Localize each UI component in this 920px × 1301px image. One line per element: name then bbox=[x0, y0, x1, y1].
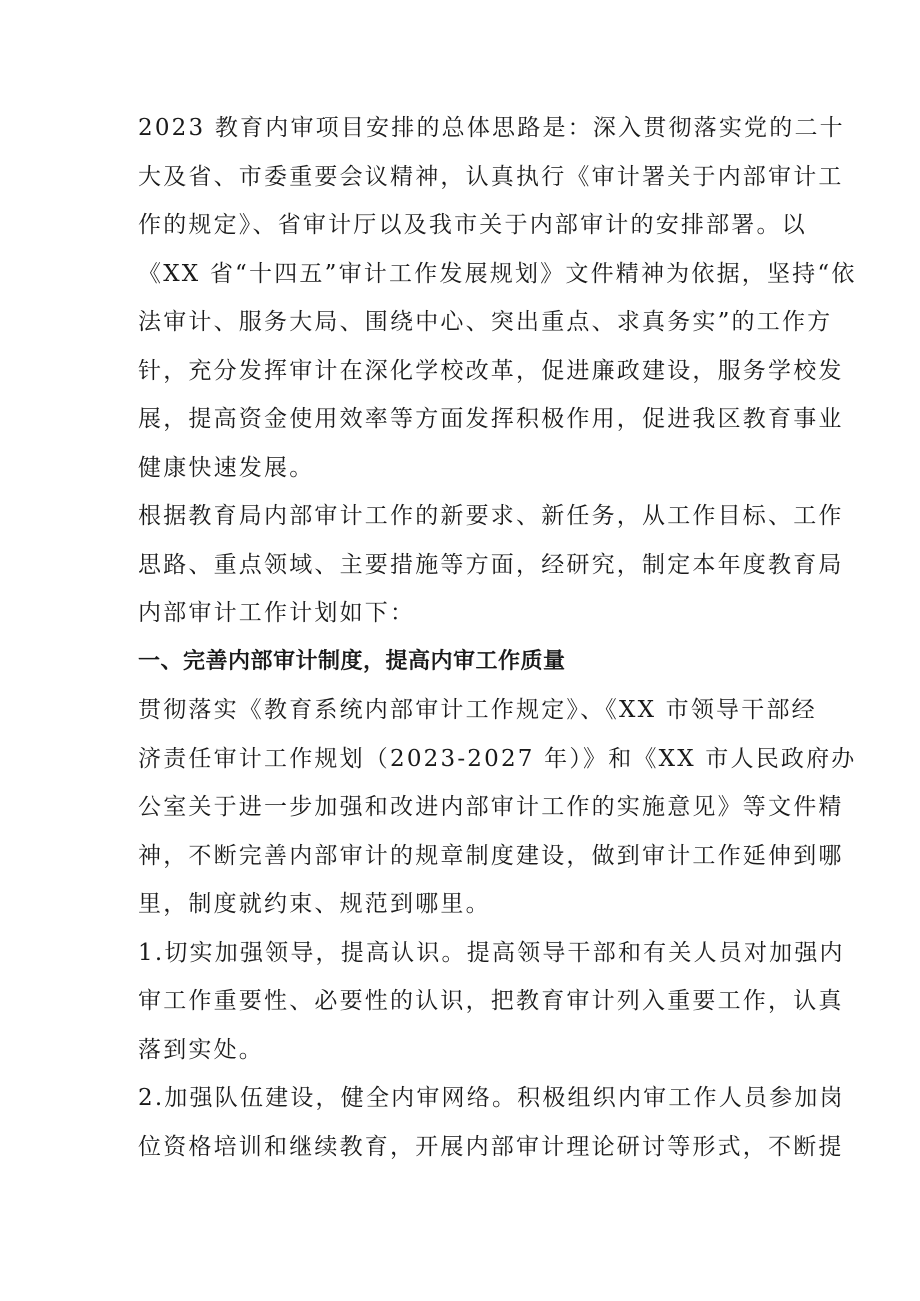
text-line: 公室关于进一步加强和改进内部审计工作的实施意见》等文件精 bbox=[138, 794, 844, 820]
text-line: 思路、重点领域、主要措施等方面，经研究，制定本年度教育局 bbox=[138, 551, 844, 578]
text-line: 大及省、市委重要会议精神，认真执行《审计署关于内部审计工 bbox=[138, 163, 844, 190]
text-line: 《XX 省“十四五”审计工作发展规划》文件精神为依据，坚持“依 bbox=[138, 260, 857, 287]
text-line: 神，不断完善内部审计的规章制度建设，做到审计工作延伸到哪 bbox=[138, 842, 844, 869]
text-line: 2.加强队伍建设，健全内审网络。积极组织内审工作人员参加岗 bbox=[138, 1085, 845, 1111]
text-line: 展，提高资金使用效率等方面发挥积极作用，促进我区教育事业 bbox=[138, 406, 844, 432]
text-line: 里，制度就约束、规范到哪里。 bbox=[138, 891, 491, 917]
heading-text: 一、完善内部审计制度，提高内审工作质量 bbox=[138, 648, 566, 674]
text-line: 审工作重要性、必要性的认识，把教育审计列入重要工作，认真 bbox=[138, 988, 844, 1014]
text-line: 2023 教育内审项目安排的总体思路是：深入贯彻落实党的二十 bbox=[138, 115, 845, 141]
text-line: 法审计、服务大局、围绕中心、突出重点、求真务实”的工作方 bbox=[138, 309, 833, 335]
text-line: 位资格培训和继续教育，开展内部审计理论研讨等形式，不断提 bbox=[138, 1133, 844, 1160]
text-line: 健康快速发展。 bbox=[138, 454, 315, 481]
text-line: 贯彻落实《教育系统内部审计工作规定》、《XX 市领导干部经 bbox=[138, 697, 817, 723]
text-line: 1.切实加强领导，提高认识。提高领导干部和有关人员对加强内 bbox=[138, 939, 845, 966]
list-item-2 bbox=[138, 1074, 845, 1171]
list-item-1 bbox=[138, 929, 845, 1075]
paragraph-plan-intro bbox=[138, 492, 844, 638]
text-line: 作的规定》、省审计厅以及我市关于内部审计的安排部署。以 bbox=[138, 212, 807, 238]
text-line: 针，充分发挥审计在深化学校改革，促进廉政建设，服务学校发 bbox=[138, 357, 844, 384]
paragraph-section-1-body bbox=[138, 686, 857, 929]
text-line: 根据教育局内部审计工作的新要求、新任务，从工作目标、工作 bbox=[138, 503, 844, 529]
text-line: 内部审计工作计划如下： bbox=[138, 600, 416, 626]
text-line: 落到实处。 bbox=[138, 1036, 264, 1063]
text-line: 济责任审计工作规划（2023-2027 年）》和《XX 市人民政府办 bbox=[138, 745, 857, 772]
paragraph-overall-approach bbox=[138, 104, 857, 492]
document-body bbox=[138, 104, 857, 1171]
section-heading-1 bbox=[138, 638, 788, 687]
